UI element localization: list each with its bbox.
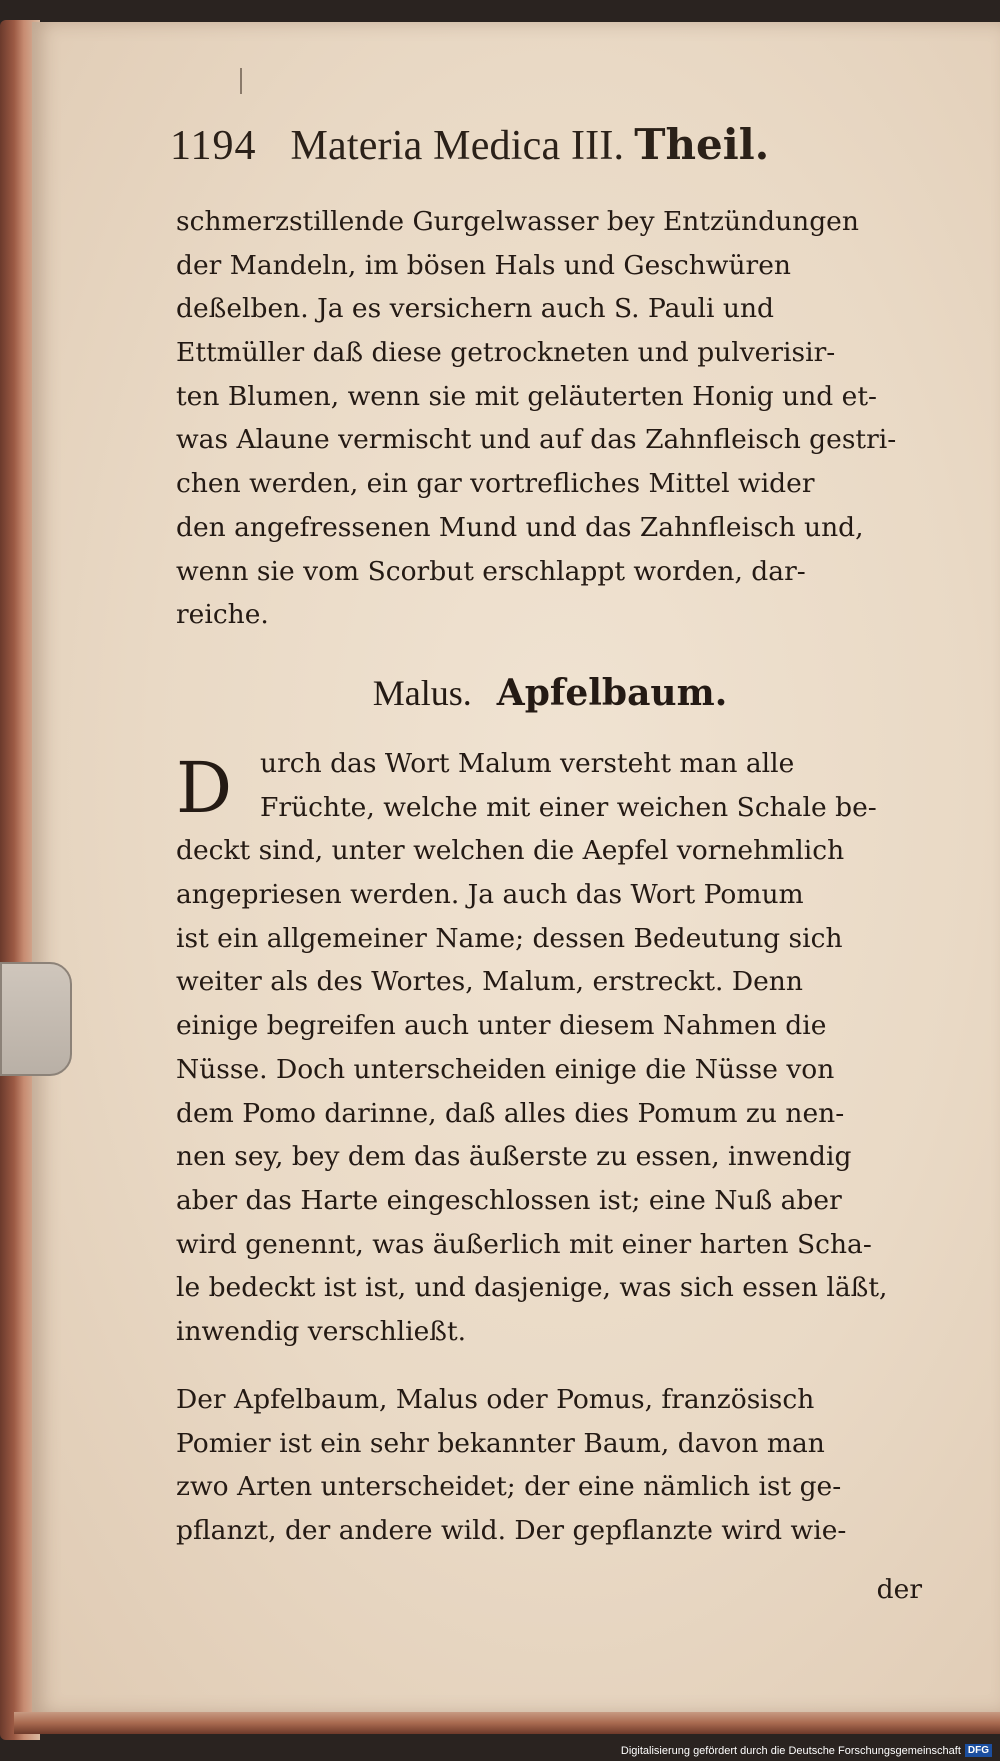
- dfg-logo-icon: DFG: [965, 1744, 992, 1757]
- text-line: wenn sie vom Scorbut erschlappt worden, dar-: [176, 555, 806, 587]
- page-mark: [240, 68, 242, 94]
- text-line: pflanzt, der andere wild. Der gepflanzte wird wie-: [176, 1515, 847, 1547]
- credit-text: Digitalisierung gefördert durch die Deutsche Forschungsgemeinschaft: [620, 1744, 961, 1757]
- text-line: weiter als des Wortes, Malum, erstreckt. Denn: [176, 966, 803, 998]
- text-line: was Alaune vermischt und auf das Zahnfleisch gestri-: [176, 424, 897, 456]
- text-line: wird genennt, was äußerlich mit einer harten Scha-: [176, 1228, 872, 1260]
- running-header: [170, 120, 930, 170]
- text-line: den angefressenen Mund und das Zahnfleisch und,: [176, 511, 864, 543]
- catchword: der: [876, 1574, 922, 1605]
- text-line: chen werden, ein gar vortrefliches Mittel wider: [176, 468, 815, 500]
- text-line: ten Blumen, wenn sie mit geläuterten Honig und et-: [176, 380, 877, 412]
- drop-cap: D: [176, 747, 233, 829]
- running-title: Materia Medica III.: [290, 123, 625, 169]
- text-line: einige begreifen auch unter diesem Nahmen die: [176, 1010, 827, 1042]
- text-line: urch das Wort Malum versteht man alle: [260, 748, 795, 779]
- page-clip-tab: [0, 962, 72, 1076]
- text-line: Nüsse. Doch unterscheiden einige die Nüsse von: [176, 1053, 835, 1085]
- text-line: Pomier ist ein sehr bekannter Baum, davon man: [176, 1427, 825, 1459]
- paragraph-malus: [176, 742, 928, 1354]
- text-line: nen sey, bey dem das äußerste zu essen, inwendig: [176, 1141, 852, 1173]
- section-heading-latin: Malus.: [372, 673, 472, 713]
- text-line: der Mandeln, im bösen Hals und Geschwüren: [176, 249, 791, 281]
- text-line: Ettmüller daß diese getrockneten und pulverisir-: [176, 337, 836, 369]
- text-line: ist ein allgemeiner Name; dessen Bedeutung sich: [176, 922, 843, 954]
- text-line: zwo Arten unterscheidet; der eine nämlich ist ge-: [176, 1471, 842, 1503]
- paragraph-apfelbaum: [176, 1378, 928, 1553]
- text-line: deckt sind, unter welchen die Aepfel vornehmlich: [176, 835, 845, 867]
- text-line: deßelben. Ja es versichern auch S. Pauli und: [176, 293, 774, 325]
- text-line: aber das Harte eingeschlossen ist; eine Nuß aber: [176, 1184, 842, 1216]
- book-bottom-edge: [14, 1712, 1000, 1734]
- section-heading: [160, 672, 940, 714]
- page-number: 1194: [170, 123, 257, 169]
- text-line: Früchte, welche mit einer weichen Schale be-: [260, 791, 877, 823]
- text-line: inwendig verschließt.: [176, 1315, 467, 1347]
- text-line: Der Apfelbaum, Malus oder Pomus, französisch: [176, 1384, 815, 1415]
- text-line: schmerzstillende Gurgelwasser bey Entzündungen: [176, 206, 859, 237]
- text-line: dem Pomo darinne, daß alles dies Pomum zu nen-: [176, 1097, 845, 1129]
- part-label: Theil.: [634, 120, 770, 169]
- section-heading-german: Apfelbaum.: [496, 672, 728, 714]
- text-line: angepriesen werden. Ja auch das Wort Pomum: [176, 879, 804, 911]
- digitization-credit: [621, 1744, 992, 1757]
- paragraph-continuation: [176, 200, 928, 637]
- text-line: le bedeckt ist ist, und dasjenige, was sich essen läßt,: [176, 1272, 888, 1304]
- text-line: reiche.: [176, 599, 269, 631]
